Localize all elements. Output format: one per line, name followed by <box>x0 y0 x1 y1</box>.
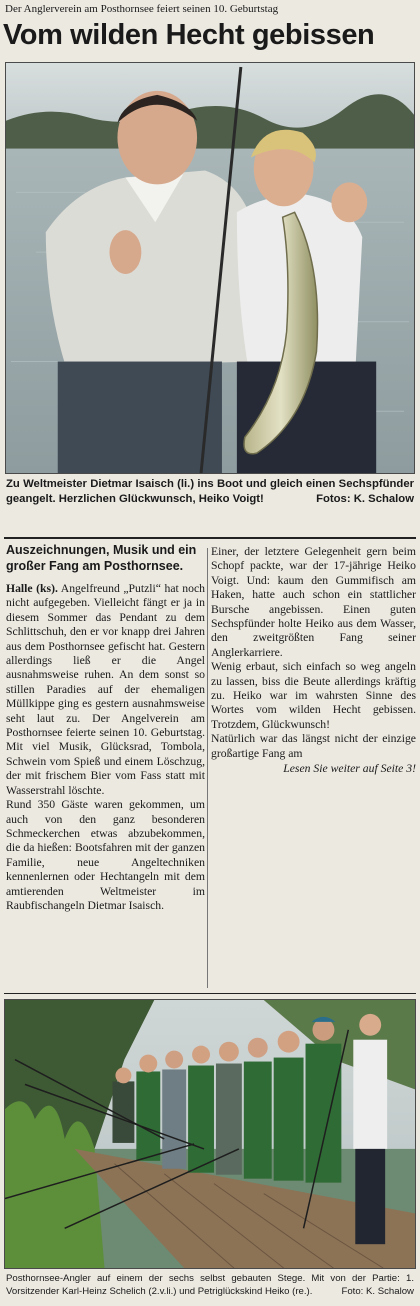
section-rule <box>4 537 416 539</box>
headline: Vom wilden Hecht gebissen <box>3 19 375 51</box>
caption-text: Posthornsee-Angler auf einem der sechs selbst gebauten Stege. Mit von der Partie: 1. Vorsitzender Karl-Heinz Schelich (2.v.li.) und Petriglückskind Heiko (re.). <box>6 1273 414 1297</box>
photo-pike-catch <box>5 62 415 474</box>
article-paragraph <box>6 582 205 798</box>
section-rule-bottom <box>4 993 416 994</box>
photo-anglers-jetty <box>4 999 416 1269</box>
article-paragraph <box>6 798 205 913</box>
paragraph-text: Angelfreund „Putzli“ hat noch nicht aufgegeben. Vielleicht fängt er ja in diesem Sommer das Pendant zu dem Schlittschuh, den er vor knapp drei Jahren aus dem Posthornsee gefischt hat. Gestern allerdings ließ er die Angel ausnahmsweise ruhen. An dem sonst so stillen Paradies auf der ehemaligen Müllkippe ging es gestern ausnahmsweise seht laut zu. Der Angelverein am Posthornsee feierte seinen 10. Geburtstag. Mit viel Musik, Glücksrad, Tombola, Schwein vom Spieß und einem Löschzug, der mit frischem Bier vom Fass statt mit Wasserstrahl löschte. <box>6 582 206 797</box>
caption-text: Zu Weltmeister Dietmar Isaisch (li.) ins Boot und gleich einen Sechspfünder geangelt. Herzlichen Glückwunsch, Heiko Voigt! <box>6 478 414 505</box>
article-subhead: Auszeichnungen, Musik und ein großer Fang am Posthornsee. <box>6 543 197 573</box>
continued-note: Lesen Sie weiter auf Seite 3! <box>283 762 416 776</box>
article-paragraph <box>211 660 416 732</box>
paragraph-text: Rund 350 Gäste waren gekommen, um auch von den ganz besonderen Schmeckerchen etwas abzubekommen, die da hießen: Bootsfahren mit der ganzen Familie, neue Angeltechniken kennenlernen oder Hechtangeln mit dem amtierenden Weltmeister im Raubfischangeln Dietmar Isaisch. <box>6 798 205 912</box>
photo-credit: Fotos: K. Schalow <box>316 493 414 505</box>
column-divider <box>207 548 208 988</box>
photo-jetty-illustration <box>5 1000 415 1268</box>
kicker: Der Anglerverein am Posthornsee feiert seinen 10. Geburtstag <box>5 3 279 15</box>
paragraph-text: Einer, der letztere Gelegenheit gern beim Schopf packte, war der 17-jährige Heiko Voigt. Und: kaum den Gummifisch am Haken, hatte auch schon ein stattlicher Bursche angebissen. Einen guten Sechspfünder holte Heiko aus dem Wasser, den zweitgrößten Fang seiner Anglerkarriere. <box>211 545 416 659</box>
article-paragraph <box>211 732 416 761</box>
article-column-left <box>6 543 205 913</box>
photo-pike-illustration <box>6 63 414 473</box>
paragraph-text: Natürlich war das längst nicht der einzige großartige Fang am <box>211 732 416 760</box>
photo-caption-pike <box>6 477 414 507</box>
dateline: Halle (ks). <box>6 582 58 595</box>
paragraph-text: Wenig erbaut, sich einfach so weg angeln zu lassen, biss die Beute allerdings kräftig zu. Heiko war im wahrsten Sinne des Wortes vom wilden Hecht gebissen. Trotzdem, Glückwunsch! <box>211 660 416 731</box>
photo-credit: Foto: K. Schalow <box>341 1286 414 1297</box>
article-column-right <box>211 545 416 777</box>
article-paragraph <box>211 545 416 660</box>
photo-caption-anglers <box>6 1272 414 1298</box>
